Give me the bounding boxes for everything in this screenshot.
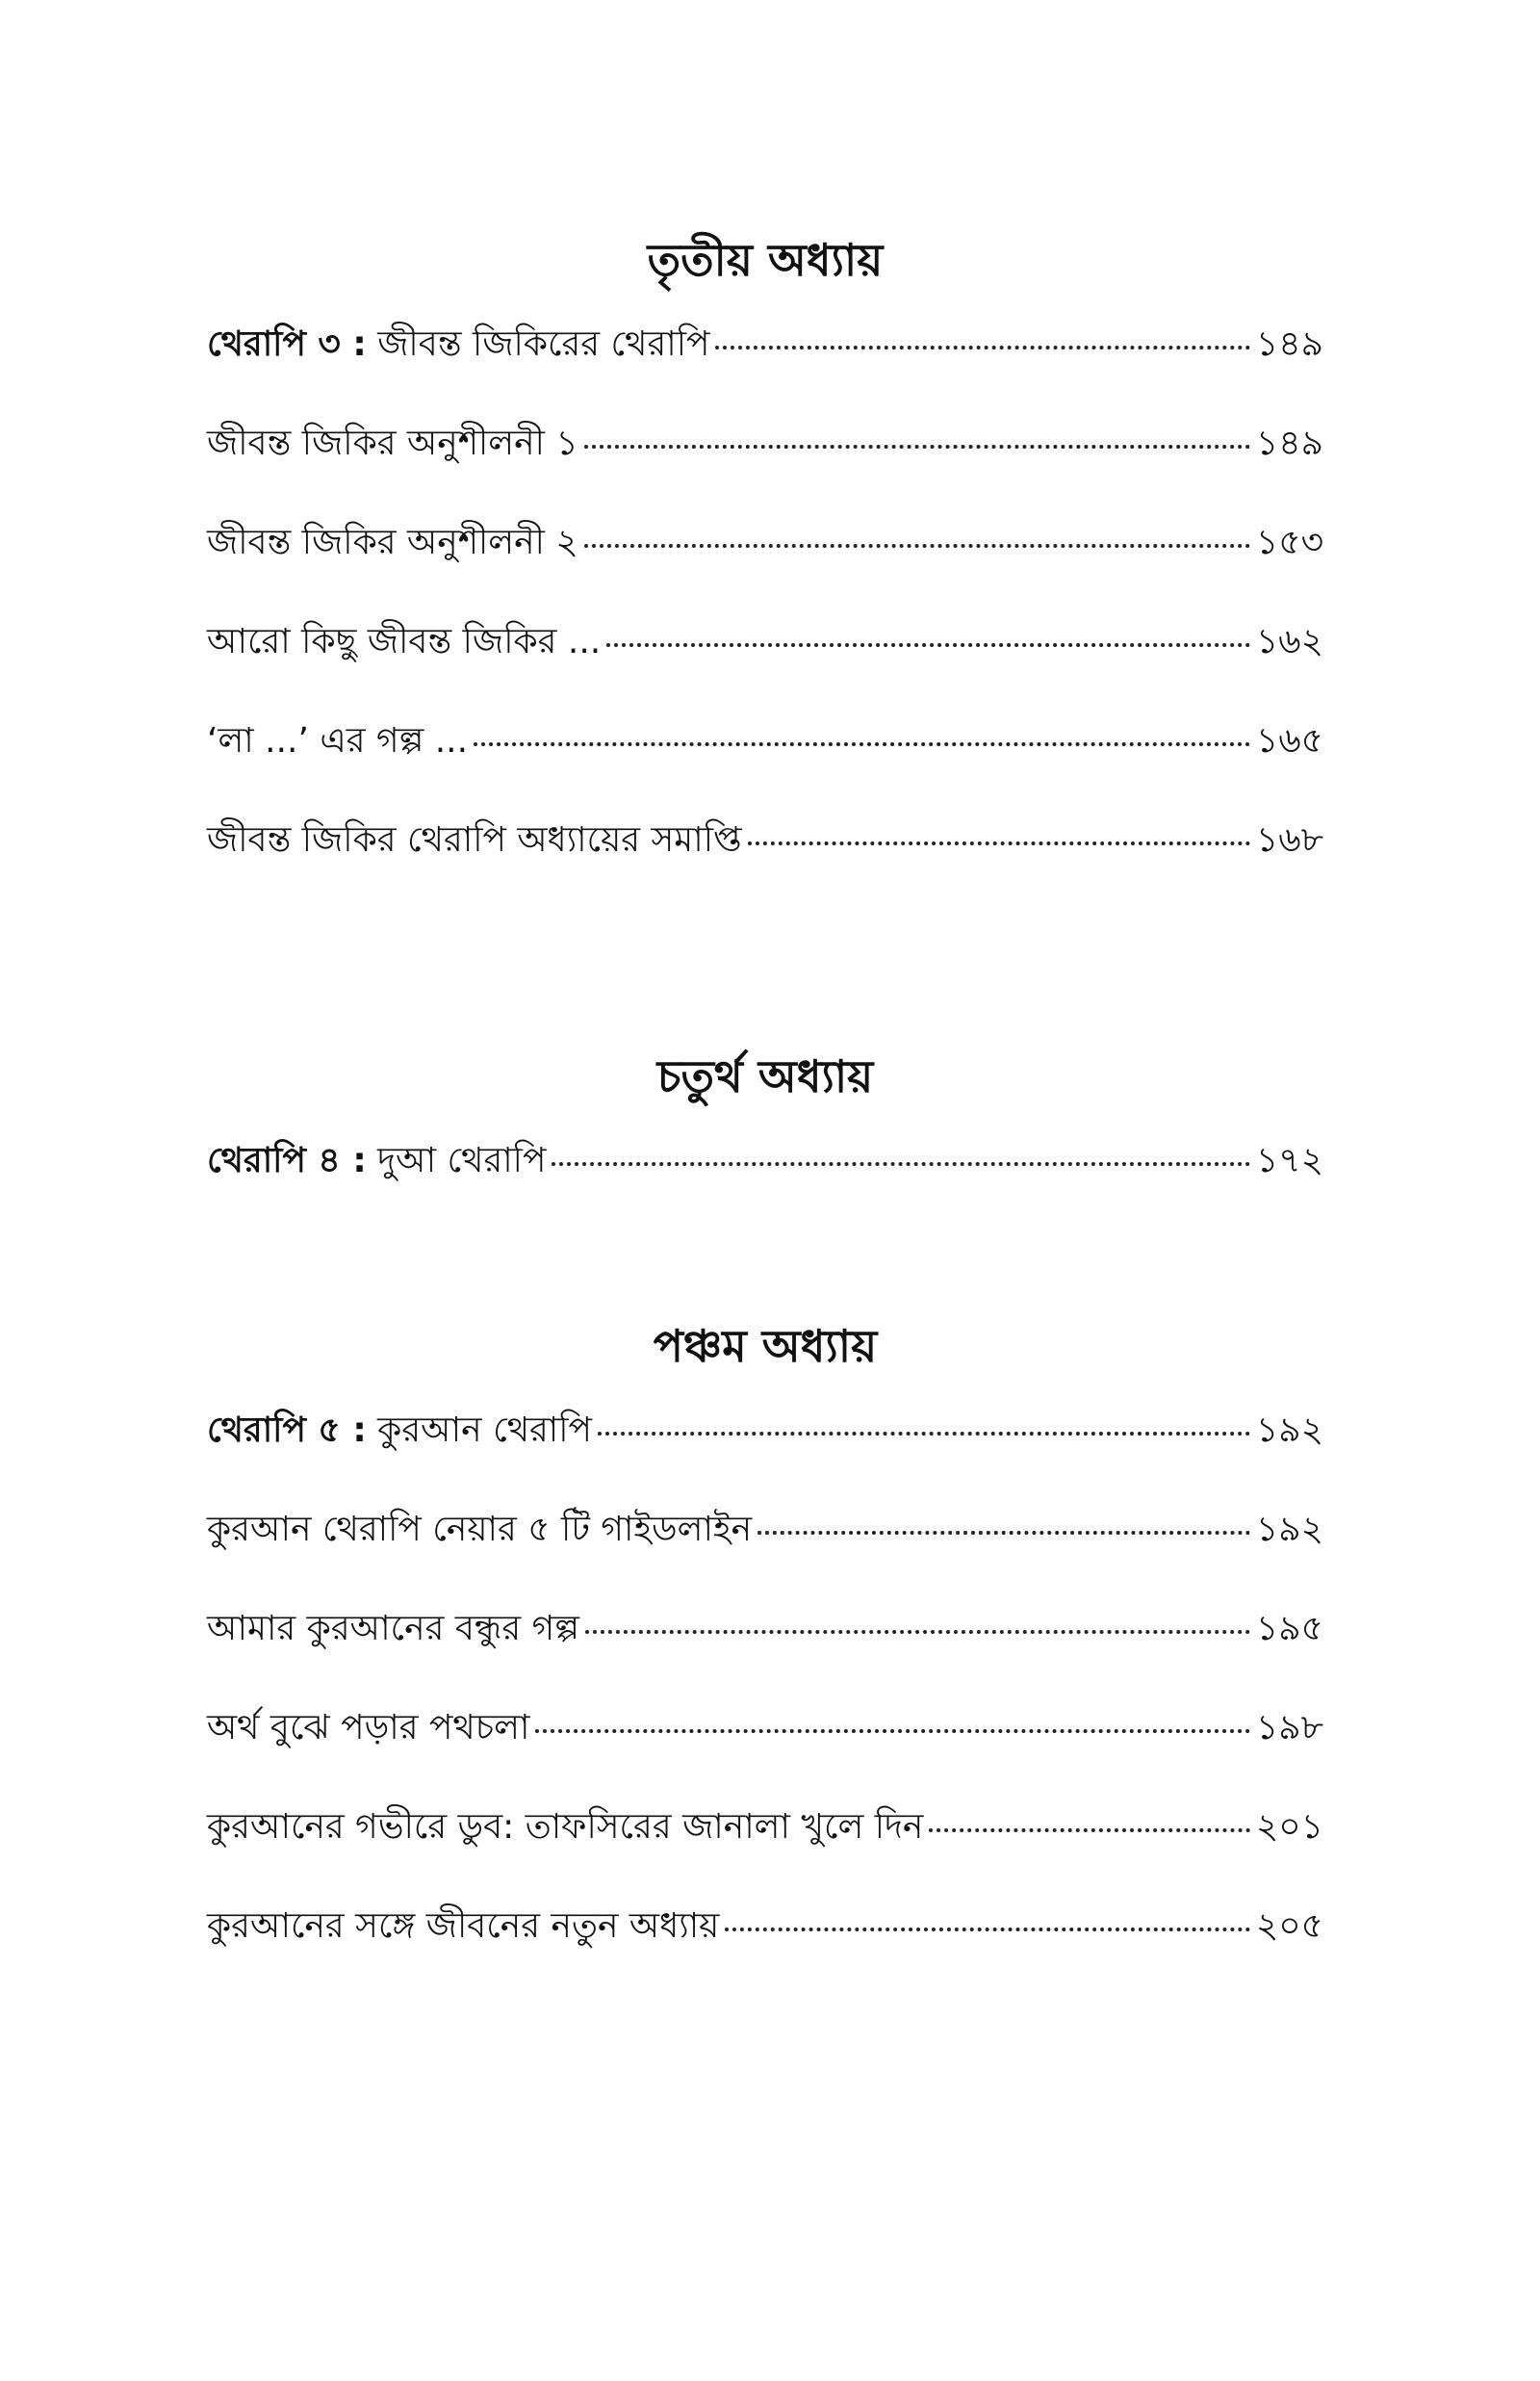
toc-entry-title: ‘লা ...’ এর গল্প ...	[207, 721, 469, 761]
toc-entry-prefix: থেরাপি ৩ :	[207, 324, 367, 364]
dot-leader	[584, 445, 1250, 449]
dot-leader	[757, 1531, 1250, 1535]
toc-entry[interactable]	[207, 621, 1323, 720]
toc-entry-title: আরো কিছু জীবন্ত জিকির ...	[207, 622, 602, 661]
dot-leader	[584, 544, 1250, 548]
chapter-title: চতুর্থ অধ্যায়	[656, 1050, 874, 1102]
dot-leader	[725, 1928, 1249, 1931]
toc-entry-label	[207, 1140, 546, 1182]
toc-entry[interactable]	[207, 1410, 1323, 1509]
dot-leader	[585, 1630, 1250, 1634]
dot-leader	[715, 346, 1249, 349]
toc-entry-label	[207, 324, 709, 366]
toc-entry[interactable]	[207, 1608, 1323, 1707]
chapter-title: পঞ্চম অধ্যায়	[653, 1320, 878, 1372]
dot-leader	[748, 841, 1250, 845]
toc-entry-page: ১৬৮	[1255, 820, 1323, 860]
toc-entry-page: ১৭২	[1255, 1141, 1323, 1180]
dot-leader	[552, 1162, 1249, 1166]
toc-entry-list	[207, 1140, 1323, 1239]
chapter-title: তৃতীয় অধ্যায়	[647, 234, 884, 286]
chapter-section-5	[207, 1317, 1323, 2005]
toc-entry[interactable]	[207, 1707, 1323, 1806]
toc-entry[interactable]	[207, 720, 1323, 819]
toc-entry-list	[207, 324, 1323, 919]
dot-leader	[598, 1432, 1250, 1436]
toc-entry-title: অর্থ বুঝে পড়ার পথচলা	[207, 1708, 530, 1747]
toc-entry-title: কুরআন থেরাপি নেয়ার ৫ টি গাইডলাইন	[207, 1510, 753, 1549]
toc-entry-page: ২০৫	[1255, 1906, 1323, 1946]
dot-leader	[929, 1828, 1249, 1832]
toc-entry-prefix: থেরাপি ৫ :	[207, 1410, 367, 1450]
toc-entry[interactable]	[207, 324, 1323, 423]
dot-leader	[535, 1729, 1250, 1733]
toc-entry[interactable]	[207, 1905, 1323, 2005]
toc-entry-title: জীবন্ত জিকির থেরাপি অধ্যায়ের সমাপ্তি	[207, 820, 742, 860]
dot-leader	[606, 643, 1250, 647]
toc-entry-page: ১৫৩	[1255, 523, 1323, 562]
toc-entry-page: ১৪৯	[1255, 424, 1323, 463]
toc-entry-title: কুরআন থেরাপি	[366, 1410, 592, 1450]
toc-entry-page: ২০১	[1255, 1807, 1323, 1847]
toc-entry[interactable]	[207, 819, 1323, 919]
toc-entry-page: ১৬৫	[1255, 721, 1323, 761]
toc-entry-page: ১৪৯	[1255, 324, 1323, 364]
toc-entry-title: কুরআনের সঙ্গে জীবনের নতুন অধ্যায়	[207, 1906, 720, 1946]
toc-entry-prefix: থেরাপি ৪ :	[207, 1141, 367, 1180]
toc-entry-title: আমার কুরআনের বন্ধুর গল্প	[207, 1609, 579, 1648]
toc-entry-label	[207, 1410, 592, 1452]
toc-entry[interactable]	[207, 1140, 1323, 1239]
toc-entry-title: জীবন্ত জিকিরের থেরাপি	[366, 324, 710, 364]
dot-leader	[474, 742, 1250, 746]
toc-entry-page: ১৯২	[1255, 1410, 1323, 1450]
toc-entry[interactable]	[207, 522, 1323, 621]
toc-entry[interactable]	[207, 1509, 1323, 1608]
toc-entry-title: কুরআনের গভীরে ডুব: তাফসিরের জানালা খুলে দিন	[207, 1807, 924, 1847]
toc-entry-page: ১৯৫	[1255, 1609, 1323, 1648]
toc-entry-title: দুআ থেরাপি	[366, 1141, 547, 1180]
chapter-section-3	[207, 231, 1323, 919]
toc-entry[interactable]	[207, 423, 1323, 522]
toc-entry-list	[207, 1410, 1323, 2005]
toc-entry-page: ১৯২	[1255, 1510, 1323, 1549]
toc-entry-page: ১৯৮	[1255, 1708, 1323, 1747]
toc-entry-page: ১৬২	[1255, 622, 1323, 661]
chapter-section-4	[207, 1048, 1323, 1239]
toc-entry-title: জীবন্ত জিকির অনুশীলনী ২	[207, 523, 578, 562]
toc-entry-title: জীবন্ত জিকির অনুশীলনী ১	[207, 424, 578, 463]
toc-entry[interactable]	[207, 1806, 1323, 1905]
